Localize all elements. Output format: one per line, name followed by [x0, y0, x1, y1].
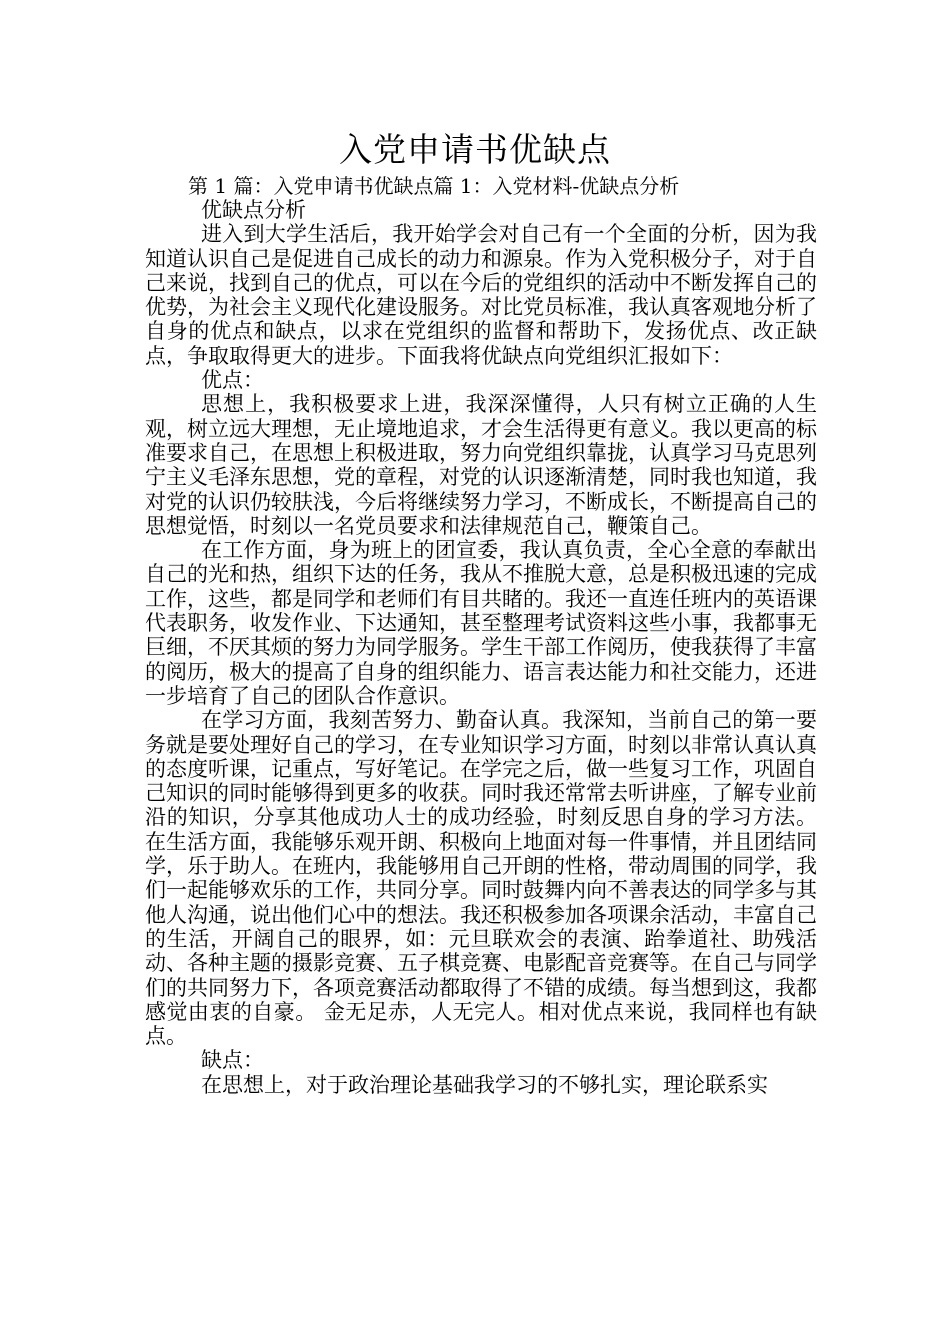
- strength-work-paragraph: 在工作方面，身为班上的团宣委，我认真负责，全心全意的奉献出自己的光和热，组织下达的任务，我从不推脱大意，总是积极迅速的完成工作，这些，都是同学和老师们有目共睹的。我还一直连任班内的英语课代表职务，收发作业、下达通知，甚至整理考试资料这些小事，我都事无巨细，不厌其烦的努力为同学服务。学生干部工作阅历，使我获得了丰富的阅历，极大的提高了自身的组织能力、语言表达能力和社交能力，还进一步培育了自己的团队合作意识。: [145, 538, 817, 708]
- document-body: [145, 198, 817, 1097]
- strengths-label: 优点：: [201, 368, 264, 393]
- chapter-subtitle: 第 1 篇：入党申请书优缺点篇 1：入党材料-优缺点分析: [188, 174, 680, 198]
- weaknesses-label: 缺点：: [201, 1048, 264, 1073]
- weakness-thought-paragraph: 在思想上，对于政治理论基础我学习的不够扎实，理论联系实: [201, 1072, 768, 1097]
- section-heading: 优缺点分析: [201, 198, 306, 222]
- intro-paragraph: 进入到大学生活后，我开始学会对自己有一个全面的分析，因为我知道认识自己是促进自己成长的动力和源泉。作为入党积极分子，对于自己来说，找到自己的优点，可以在今后的党组织的活动中不断发挥自己的优势，为社会主义现代化建设服务。对比党员标准，我认真客观地分析了自身的优点和缺点，以求在党组织的监督和帮助下，发扬优点、改正缺点，争取取得更大的进步。下面我将优缺点向党组织汇报如下：: [145, 222, 817, 368]
- strength-thought-paragraph: 思想上，我积极要求上进，我深深懂得，人只有树立正确的人生观，树立远大理想，无止境地追求，才会生活得更有意义。我以更高的标准要求自己，在思想上积极进取，努力向党组织靠拢，认真学习马克思列宁主义毛泽东思想，党的章程，对党的认识逐渐清楚，同时我也知道，我对党的认识仍较肤浅，今后将继续努力学习，不断成长，不断提高自己的思想觉悟，时刻以一名党员要求和法律规范自己，鞭策自己。: [145, 392, 817, 538]
- strength-study-paragraph: 在学习方面，我刻苦努力、勤奋认真。我深知，当前自己的第一要务就是要处理好自己的学习，在专业知识学习方面，时刻以非常认真认真的态度听课，记重点，写好笔记。在学完之后，做一些复习工作，巩固自己知识的同时能够得到更多的收获。同时我还常常去听讲座，了解专业前沿的知识，分享其他成功人士的成功经验，时刻反思自身的学习方法。 在生活方面，我能够乐观开朗、积极向上地面对每一件事情，并且团结同学，乐于助人。在班内，我能够用自己开朗的性格，带动周围的同学，我们一起能够欢乐的工作，共同分享。同时鼓舞内向不善表达的同学多与其他人沟通，说出他们心中的想法。我还积极参加各项课余活动，丰富自己的生活，开阔自己的眼界，如：元旦联欢会的表演、跆拳道社、助残活动、各种主题的摄影竞赛、五子棋竞赛、电影配音竞赛等。在自己与同学们的共同努力下，各项竞赛活动都取得了不错的成绩。每当想到这，我都感觉由衷的自豪。 金无足赤，人无完人。相对优点来说，我同样也有缺点。: [145, 708, 817, 1049]
- page-title: 入党申请书优缺点: [339, 130, 611, 169]
